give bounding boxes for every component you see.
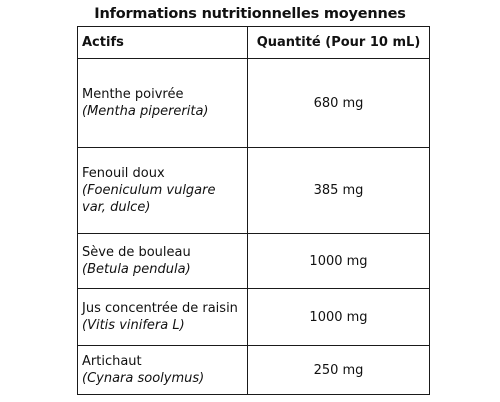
quantity-cell: 680 mg xyxy=(248,59,430,148)
quantity-cell: 250 mg xyxy=(248,346,430,395)
ingredient-latin-name: (Cynara soolymus) xyxy=(82,371,205,386)
ingredient-latin-name: (Mentha pipererita) xyxy=(82,104,209,119)
ingredient-name: Jus concentrée de raisin xyxy=(82,301,238,316)
page-title: Informations nutritionnelles moyennes xyxy=(94,6,406,22)
table-row xyxy=(78,234,430,289)
ingredient-latin-name: (Betula pendula) xyxy=(82,262,191,277)
ingredient-name: Artichaut xyxy=(82,354,142,369)
header-quantite: Quantité (Pour 10 mL) xyxy=(248,27,430,59)
ingredient-name: Menthe poivrée xyxy=(82,87,184,102)
ingredient-name: Fenouil doux xyxy=(82,166,165,181)
ingredient-cell xyxy=(78,346,248,395)
ingredient-cell xyxy=(78,59,248,148)
ingredient-latin-name: (Vitis vinifera L) xyxy=(82,318,185,333)
table-row xyxy=(78,289,430,346)
table-header-row xyxy=(78,27,430,59)
table-row xyxy=(78,148,430,234)
nutrition-table xyxy=(77,26,430,395)
table-row xyxy=(78,59,430,148)
header-actifs: Actifs xyxy=(78,27,248,59)
quantity-cell: 385 mg xyxy=(248,148,430,234)
ingredient-name: Sève de bouleau xyxy=(82,245,191,260)
ingredient-cell xyxy=(78,289,248,346)
ingredient-cell xyxy=(78,234,248,289)
ingredient-cell xyxy=(78,148,248,234)
quantity-cell: 1000 mg xyxy=(248,289,430,346)
table-row xyxy=(78,346,430,395)
quantity-cell: 1000 mg xyxy=(248,234,430,289)
ingredient-latin-name: (Foeniculum vulgare var, dulce) xyxy=(82,183,216,215)
